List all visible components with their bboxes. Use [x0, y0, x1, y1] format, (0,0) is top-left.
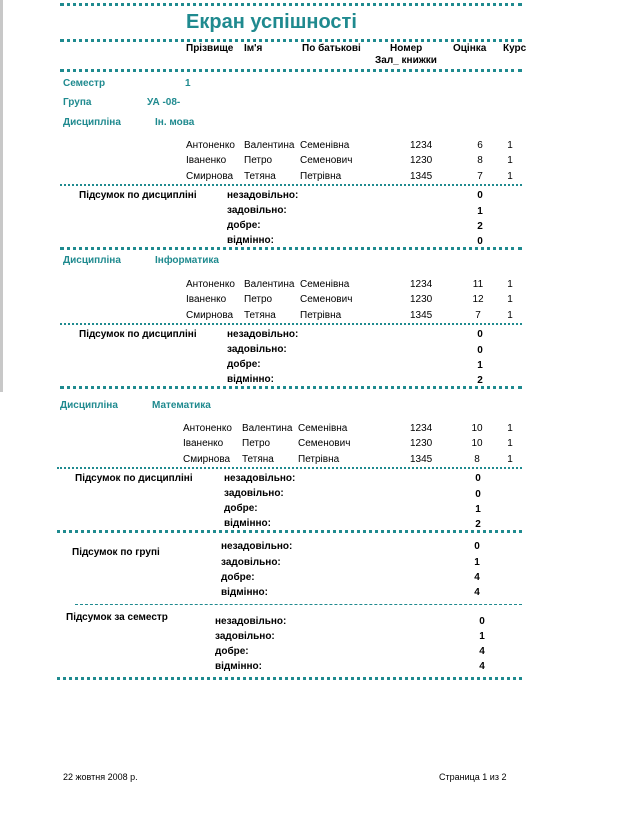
header-top-divider — [60, 39, 522, 42]
summary-count-excellent: 2 — [475, 519, 481, 530]
grade-label-good: добре: — [221, 572, 255, 583]
semester-count-fail: 0 — [479, 616, 485, 627]
summary-count-excellent: 2 — [477, 375, 483, 386]
discipline-label: Дисципліна — [63, 255, 121, 266]
student-patronymic: Семенівна — [300, 140, 350, 151]
student-surname: Іваненко — [183, 438, 224, 449]
summary-count-good: 2 — [477, 221, 483, 232]
section-divider — [57, 530, 522, 533]
grade-label-fail: незадовільно: — [221, 541, 293, 552]
group-count-fail: 0 — [474, 541, 480, 552]
student-grade: 7 — [477, 171, 483, 182]
summary-divider — [57, 467, 522, 469]
grade-label-excellent: відмінно: — [224, 518, 271, 529]
student-course: 1 — [507, 454, 513, 465]
student-surname: Іваненко — [186, 294, 227, 305]
group-count-satisfactory: 1 — [474, 557, 480, 568]
student-surname: Смирнова — [183, 454, 231, 465]
summary-count-fail: 0 — [475, 473, 481, 484]
summary-count-good: 1 — [475, 504, 481, 515]
student-surname: Смирнова — [186, 310, 234, 321]
group-divider — [75, 604, 522, 605]
student-record-number: 1230 — [410, 155, 433, 166]
student-surname: Антоненко — [183, 423, 232, 434]
discipline-name: Математика — [152, 400, 211, 411]
grade-label-fail: незадовільно: — [224, 473, 296, 484]
student-grade: 6 — [477, 140, 483, 151]
grade-label-satisfactory: задовільно: — [215, 631, 275, 642]
grade-label-fail: незадовільно: — [215, 616, 287, 627]
student-grade: 8 — [477, 155, 483, 166]
grade-label-excellent: відмінно: — [215, 661, 262, 672]
student-patronymic: Семенівна — [300, 279, 350, 290]
student-patronymic: Семенович — [300, 155, 353, 166]
discipline-name: Ін. мова — [155, 117, 195, 128]
student-patronymic: Семенович — [298, 438, 351, 449]
summary-count-fail: 0 — [477, 190, 483, 201]
student-name: Валентина — [242, 423, 293, 434]
student-grade: 7 — [475, 310, 481, 321]
student-record-number: 1230 — [410, 294, 433, 305]
semester-count-good: 4 — [479, 646, 485, 657]
student-course: 1 — [507, 294, 513, 305]
col-header-surname: Прізвище — [186, 43, 234, 54]
student-name: Тетяна — [242, 454, 274, 465]
col-header-patronymic: По батькові — [302, 43, 361, 54]
student-patronymic: Семенович — [300, 294, 353, 305]
student-record-number: 1234 — [410, 279, 433, 290]
student-name: Петро — [242, 438, 271, 449]
grade-label-satisfactory: задовільно: — [224, 488, 284, 499]
student-surname: Іваненко — [186, 155, 227, 166]
grade-label-satisfactory: задовільно: — [227, 205, 287, 216]
student-name: Тетяна — [244, 310, 276, 321]
page-left-edge — [0, 0, 3, 392]
student-course: 1 — [507, 310, 513, 321]
group-count-excellent: 4 — [474, 587, 480, 598]
summary-count-satisfactory: 1 — [477, 206, 483, 217]
summary-semester-label: Підсумок за семестр — [66, 612, 168, 623]
student-course: 1 — [507, 155, 513, 166]
student-course: 1 — [507, 171, 513, 182]
student-name: Валентина — [244, 279, 295, 290]
group-value: УА -08- — [147, 97, 181, 108]
grade-label-good: добре: — [227, 220, 261, 231]
student-grade: 12 — [472, 294, 484, 305]
group-count-good: 4 — [474, 572, 480, 583]
col-header-number-line2: Зал_ книжки — [375, 55, 437, 66]
student-name: Петро — [244, 155, 273, 166]
student-patronymic: Петрівна — [300, 310, 342, 321]
grade-label-satisfactory: задовільно: — [227, 344, 287, 355]
summary-count-good: 1 — [477, 360, 483, 371]
summary-divider — [60, 184, 522, 186]
semester-label: Семестр — [63, 78, 106, 89]
col-header-course: Курс — [503, 43, 527, 54]
summary-count-satisfactory: 0 — [475, 489, 481, 500]
grade-label-excellent: відмінно: — [221, 587, 268, 598]
bottom-divider — [57, 677, 522, 680]
student-patronymic: Петрівна — [300, 171, 342, 182]
student-name: Валентина — [244, 140, 295, 151]
student-course: 1 — [507, 279, 513, 290]
grade-label-excellent: відмінно: — [227, 235, 274, 246]
student-record-number: 1234 — [410, 423, 433, 434]
student-record-number: 1234 — [410, 140, 433, 151]
student-grade: 10 — [471, 423, 483, 434]
student-grade: 10 — [471, 438, 483, 449]
report-title: Екран успішності — [186, 11, 357, 33]
grade-label-excellent: відмінно: — [227, 374, 274, 385]
summary-divider — [60, 323, 522, 325]
group-label: Група — [63, 97, 92, 108]
semester-count-satisfactory: 1 — [479, 631, 485, 642]
header-bottom-divider — [60, 69, 522, 72]
footer-date: 22 жовтня 2008 р. — [63, 772, 138, 782]
top-divider — [60, 3, 522, 6]
grade-label-fail: незадовільно: — [227, 329, 299, 340]
student-surname: Антоненко — [186, 279, 235, 290]
summary-group-label: Підсумок по групі — [72, 547, 160, 558]
student-grade: 11 — [472, 279, 484, 290]
student-record-number: 1345 — [410, 171, 433, 182]
summary-count-satisfactory: 0 — [477, 345, 483, 356]
student-course: 1 — [507, 140, 513, 151]
col-header-grade: Оцінка — [453, 43, 487, 54]
student-surname: Смирнова — [186, 171, 234, 182]
student-record-number: 1345 — [410, 310, 433, 321]
footer-page-number: Страница 1 из 2 — [439, 772, 507, 782]
student-record-number: 1345 — [410, 454, 433, 465]
discipline-label: Дисципліна — [60, 400, 118, 411]
section-divider — [60, 247, 522, 250]
student-name: Петро — [244, 294, 273, 305]
grade-label-satisfactory: задовільно: — [221, 557, 281, 568]
col-header-number: Номер — [390, 43, 423, 54]
summary-discipline-label: Підсумок по дисципліні — [79, 329, 197, 340]
grade-label-good: добре: — [227, 359, 261, 370]
student-patronymic: Петрівна — [298, 454, 340, 465]
student-grade: 8 — [474, 454, 480, 465]
summary-count-excellent: 0 — [477, 236, 483, 247]
semester-value: 1 — [185, 78, 191, 89]
student-course: 1 — [507, 423, 513, 434]
discipline-name: Інформатика — [155, 255, 219, 266]
summary-discipline-label: Підсумок по дисципліні — [75, 473, 193, 484]
student-patronymic: Семенівна — [298, 423, 348, 434]
grade-label-good: добре: — [224, 503, 258, 514]
student-surname: Антоненко — [186, 140, 235, 151]
student-record-number: 1230 — [410, 438, 433, 449]
col-header-name: Ім'я — [244, 43, 263, 54]
student-course: 1 — [507, 438, 513, 449]
section-divider — [60, 386, 522, 389]
semester-count-excellent: 4 — [479, 661, 485, 672]
grade-label-good: добре: — [215, 646, 249, 657]
student-name: Тетяна — [244, 171, 276, 182]
summary-discipline-label: Підсумок по дисципліні — [79, 190, 197, 201]
discipline-label: Дисципліна — [63, 117, 121, 128]
grade-label-fail: незадовільно: — [227, 190, 299, 201]
summary-count-fail: 0 — [477, 329, 483, 340]
